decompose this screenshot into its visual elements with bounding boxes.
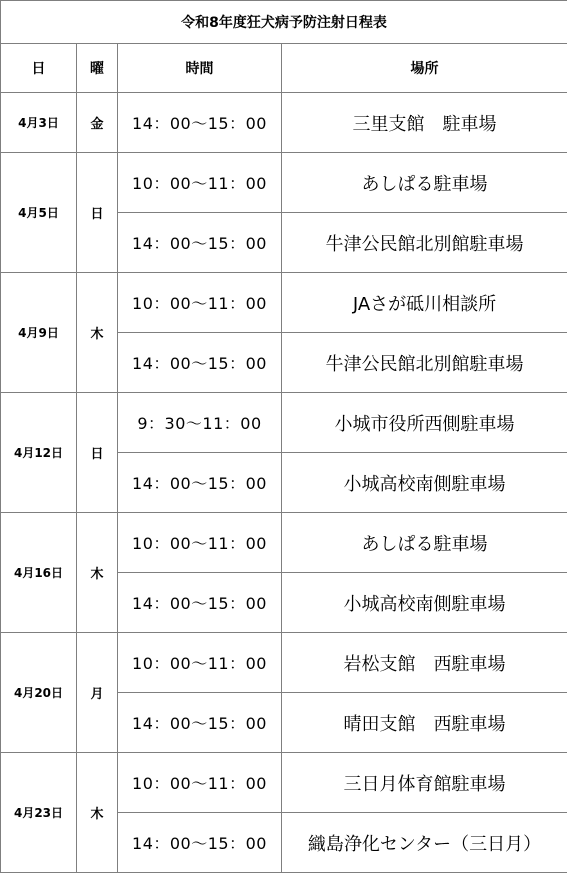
schedule-row <box>1 273 567 333</box>
schedule-row <box>1 153 567 213</box>
time-cell: 10：00～11：00 <box>118 753 282 813</box>
time-cell: 10：00～11：00 <box>118 633 282 693</box>
time-cell: 10：00～11：00 <box>118 273 282 333</box>
date-cell: 4月5日 <box>1 153 77 273</box>
header-time: 時間 <box>118 44 282 93</box>
weekday-cell: 日 <box>77 393 118 513</box>
weekday-cell: 木 <box>77 513 118 633</box>
date-cell: 4月9日 <box>1 273 77 393</box>
date-cell: 4月12日 <box>1 393 77 513</box>
time-cell: 14：00～15：00 <box>118 693 282 753</box>
time-cell: 10：00～11：00 <box>118 153 282 213</box>
schedule-row <box>1 513 567 573</box>
date-cell: 4月20日 <box>1 633 77 753</box>
time-cell: 14：00～15：00 <box>118 93 282 153</box>
schedule-row <box>1 93 567 153</box>
weekday-cell: 月 <box>77 633 118 753</box>
schedule-body <box>1 1 567 873</box>
header-row <box>1 44 567 93</box>
schedule-row <box>1 633 567 693</box>
time-cell: 10：00～11：00 <box>118 513 282 573</box>
place-cell: 晴田支館 西駐車場 <box>282 693 567 753</box>
schedule-row <box>1 753 567 813</box>
date-cell: 4月16日 <box>1 513 77 633</box>
header-weekday: 曜 <box>77 44 118 93</box>
weekday-cell: 日 <box>77 153 118 273</box>
header-place: 場所 <box>282 44 567 93</box>
place-cell: 牛津公民館北別館駐車場 <box>282 333 567 393</box>
place-cell: 織島浄化センター（三日月） <box>282 813 567 873</box>
title-row <box>1 1 567 44</box>
time-cell: 14：00～15：00 <box>118 333 282 393</box>
place-cell: 小城高校南側駐車場 <box>282 573 567 633</box>
schedule-row <box>1 393 567 453</box>
place-cell: 岩松支館 西駐車場 <box>282 633 567 693</box>
time-cell: 9：30～11：00 <box>118 393 282 453</box>
place-cell: あしぱる駐車場 <box>282 153 567 213</box>
date-cell: 4月3日 <box>1 93 77 153</box>
page-title: 令和8年度狂犬病予防注射日程表 <box>1 1 567 44</box>
time-cell: 14：00～15：00 <box>118 453 282 513</box>
time-cell: 14：00～15：00 <box>118 213 282 273</box>
weekday-cell: 木 <box>77 273 118 393</box>
weekday-cell: 木 <box>77 753 118 873</box>
place-cell: 牛津公民館北別館駐車場 <box>282 213 567 273</box>
date-cell: 4月23日 <box>1 753 77 873</box>
place-cell: 三日月体育館駐車場 <box>282 753 567 813</box>
place-cell: 三里支館 駐車場 <box>282 93 567 153</box>
header-date: 日 <box>1 44 77 93</box>
time-cell: 14：00～15：00 <box>118 813 282 873</box>
place-cell: あしぱる駐車場 <box>282 513 567 573</box>
place-cell: JAさが砥川相談所 <box>282 273 567 333</box>
place-cell: 小城高校南側駐車場 <box>282 453 567 513</box>
weekday-cell: 金 <box>77 93 118 153</box>
time-cell: 14：00～15：00 <box>118 573 282 633</box>
place-cell: 小城市役所西側駐車場 <box>282 393 567 453</box>
